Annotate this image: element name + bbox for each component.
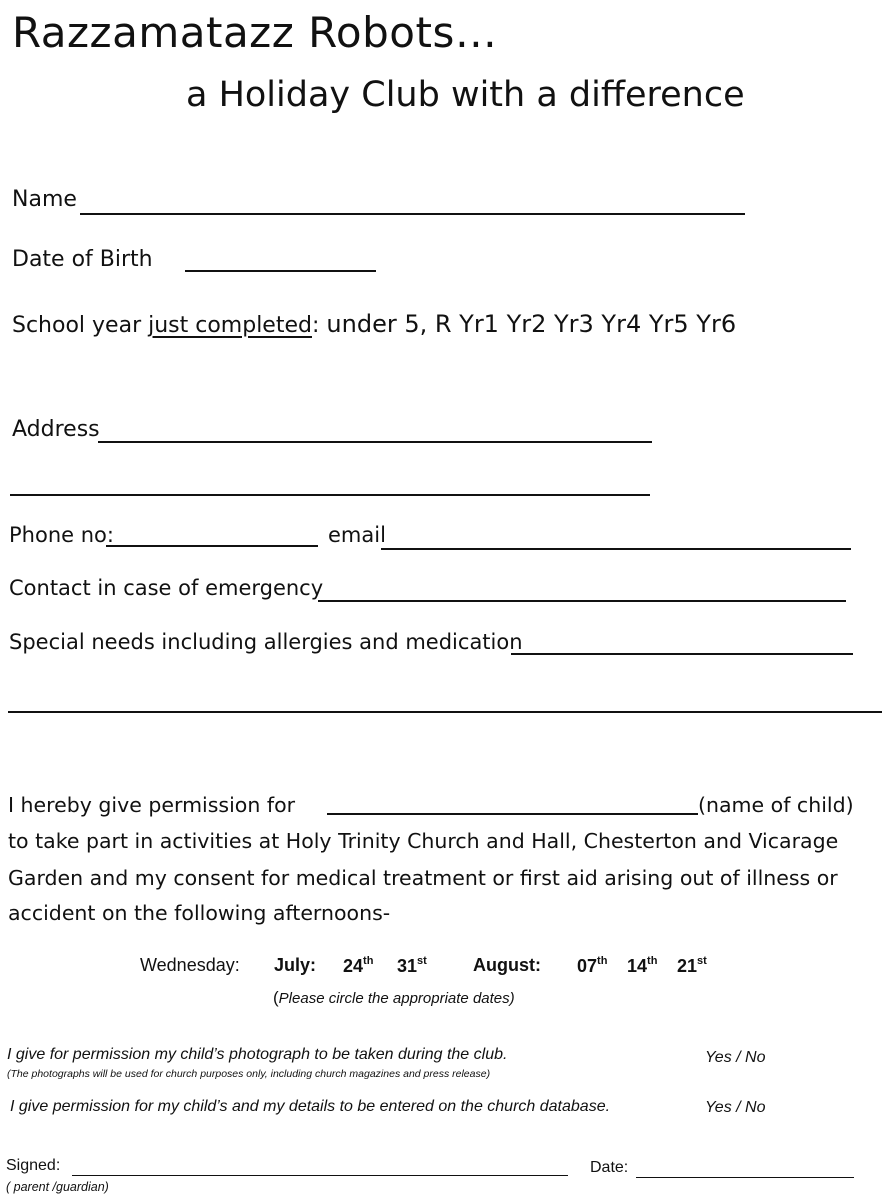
date-july-31[interactable]: [397, 955, 427, 977]
special-needs-field-line[interactable]: [511, 653, 853, 655]
date-number: 31: [397, 956, 418, 976]
instruction-paren: (: [273, 988, 279, 1007]
form-title: Razzamatazz Robots…: [12, 8, 498, 57]
school-year-underlined: just completed: [148, 313, 312, 338]
date-ordinal: st: [417, 955, 427, 967]
special-needs-label: Special needs including allergies and medication: [9, 630, 523, 654]
emergency-contact-label: Contact in case of emergency: [9, 576, 324, 600]
date-ordinal: th: [363, 955, 374, 967]
school-year-colon: :: [311, 313, 320, 338]
permission-line-3: Garden and my consent for medical treatment or first aid arising out of illness or: [8, 866, 838, 890]
database-consent-yes-no[interactable]: Yes / No: [705, 1099, 766, 1116]
signature-field-line[interactable]: [72, 1175, 568, 1176]
date-number: 07: [577, 956, 598, 976]
date-field-line[interactable]: [636, 1177, 854, 1178]
photo-consent-yes-no[interactable]: Yes / No: [705, 1049, 766, 1066]
address-field-line-1[interactable]: [98, 441, 652, 443]
child-name-field-line[interactable]: [327, 813, 698, 815]
signed-label: Signed:: [6, 1157, 61, 1174]
instruction-text: Please circle the appropriate dates): [278, 990, 515, 1007]
date-august-21[interactable]: [677, 955, 707, 977]
dob-field-line[interactable]: [185, 270, 376, 272]
permission-suffix: (name of child): [698, 793, 854, 817]
emergency-contact-field-line[interactable]: [318, 600, 846, 602]
date-ordinal: st: [697, 955, 707, 967]
day-label: Wednesday:: [140, 955, 240, 975]
date-august-14[interactable]: [627, 955, 657, 977]
date-july-24[interactable]: [343, 955, 373, 977]
date-ordinal: th: [647, 955, 658, 967]
date-number: 21: [677, 956, 698, 976]
name-field-line[interactable]: [80, 213, 745, 215]
name-label: Name: [12, 187, 77, 212]
permission-line-1: [8, 795, 295, 816]
phone-field-line[interactable]: [106, 545, 318, 547]
email-label: email: [328, 523, 386, 547]
school-year-row: [12, 312, 736, 337]
section-divider: [8, 711, 882, 713]
date-ordinal: th: [597, 955, 608, 967]
school-year-options[interactable]: under 5, R Yr1 Yr2 Yr3 Yr4 Yr5 Yr6: [326, 310, 737, 338]
july-label: July:: [274, 955, 317, 975]
photo-consent-text: I give for permission my child’s photograph to be taken during the club.: [7, 1046, 508, 1063]
phone-label: Phone no:: [9, 523, 114, 547]
dob-label: Date of Birth: [12, 247, 153, 272]
permission-line-2: to take part in activities at Holy Trinity Church and Hall, Chesterton and Vicarage: [8, 829, 839, 853]
address-field-line-2[interactable]: [10, 494, 650, 496]
guardian-note: ( parent /guardian): [6, 1180, 109, 1194]
permission-line-4: accident on the following afternoons-: [8, 901, 391, 925]
date-august-07[interactable]: [577, 955, 607, 977]
photo-consent-note: (The photographs will be used for church purposes only, including church magazines and press release): [7, 1068, 491, 1080]
permission-prefix: I hereby give permission for: [8, 793, 296, 817]
school-year-label: School year: [12, 313, 149, 338]
date-number: 24: [343, 956, 364, 976]
address-label: Address: [12, 417, 100, 442]
august-label: August:: [473, 955, 541, 975]
date-label: Date:: [590, 1159, 629, 1176]
form-subtitle: a Holiday Club with a difference: [186, 75, 745, 115]
dates-instruction: [273, 988, 515, 1008]
email-field-line[interactable]: [381, 548, 851, 550]
database-consent-text: I give permission for my child’s and my details to be entered on the church database.: [10, 1098, 611, 1115]
date-number: 14: [627, 956, 648, 976]
